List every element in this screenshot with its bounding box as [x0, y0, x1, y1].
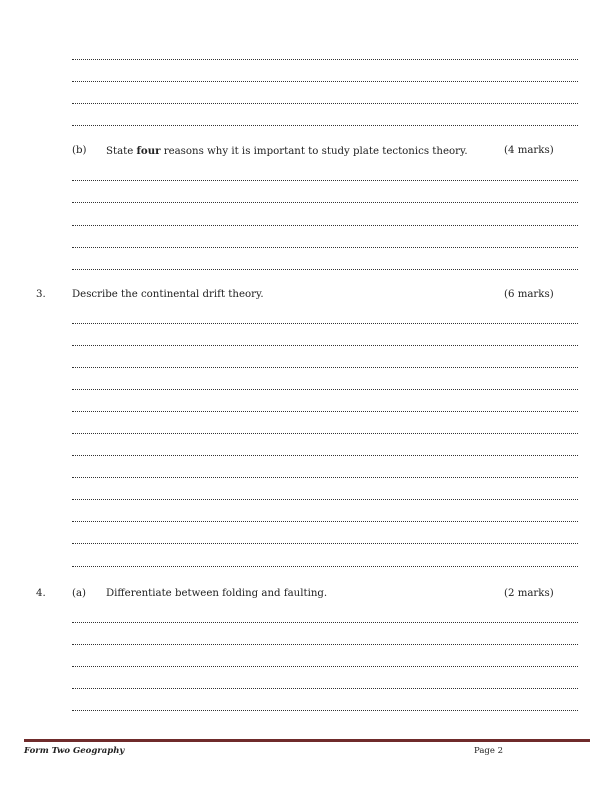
- question-2b-emphasis: four: [136, 145, 161, 157]
- answer-line: [72, 59, 578, 60]
- answer-line: [72, 202, 578, 203]
- answer-line: [72, 81, 578, 82]
- question-4a-marks: (2 marks): [504, 588, 554, 599]
- answer-line: [72, 269, 578, 270]
- answer-line: [72, 566, 578, 567]
- answer-line: [72, 710, 578, 711]
- question-4-number: 4.: [36, 588, 46, 599]
- answer-line: [72, 455, 578, 456]
- answer-line: [72, 180, 578, 181]
- answer-line: [72, 103, 578, 104]
- answer-line: [72, 389, 578, 390]
- question-3-number: 3.: [36, 289, 46, 300]
- answer-line: [72, 367, 578, 368]
- answer-line: [72, 247, 578, 248]
- answer-line: [72, 521, 578, 522]
- question-2b-text: [106, 145, 468, 158]
- answer-line: [72, 622, 578, 623]
- answer-line: [72, 666, 578, 667]
- answer-line: [72, 323, 578, 324]
- footer-divider: [24, 739, 590, 742]
- question-2b-text-part: reasons why it is important to study plate tectonics theory.: [160, 146, 468, 157]
- answer-line: [72, 225, 578, 226]
- answer-line: [72, 688, 578, 689]
- footer-subject: Form Two Geography: [24, 746, 125, 756]
- question-4a-label: (a): [72, 588, 87, 599]
- question-2b-text-part: State: [106, 146, 137, 157]
- answer-line: [72, 411, 578, 412]
- answer-line: [72, 477, 578, 478]
- answer-line: [72, 125, 578, 126]
- answer-line: [72, 499, 578, 500]
- question-3-text: Describe the continental drift theory.: [72, 289, 264, 300]
- question-2b-label: (b): [72, 145, 87, 156]
- answer-line: [72, 433, 578, 434]
- question-4a-text: Differentiate between folding and faulting.: [106, 588, 328, 599]
- answer-line: [72, 345, 578, 346]
- answer-line: [72, 644, 578, 645]
- footer-page-number: Page 2: [474, 746, 503, 756]
- question-2b-marks: (4 marks): [504, 145, 554, 156]
- question-3-marks: (6 marks): [504, 289, 554, 300]
- answer-line: [72, 543, 578, 544]
